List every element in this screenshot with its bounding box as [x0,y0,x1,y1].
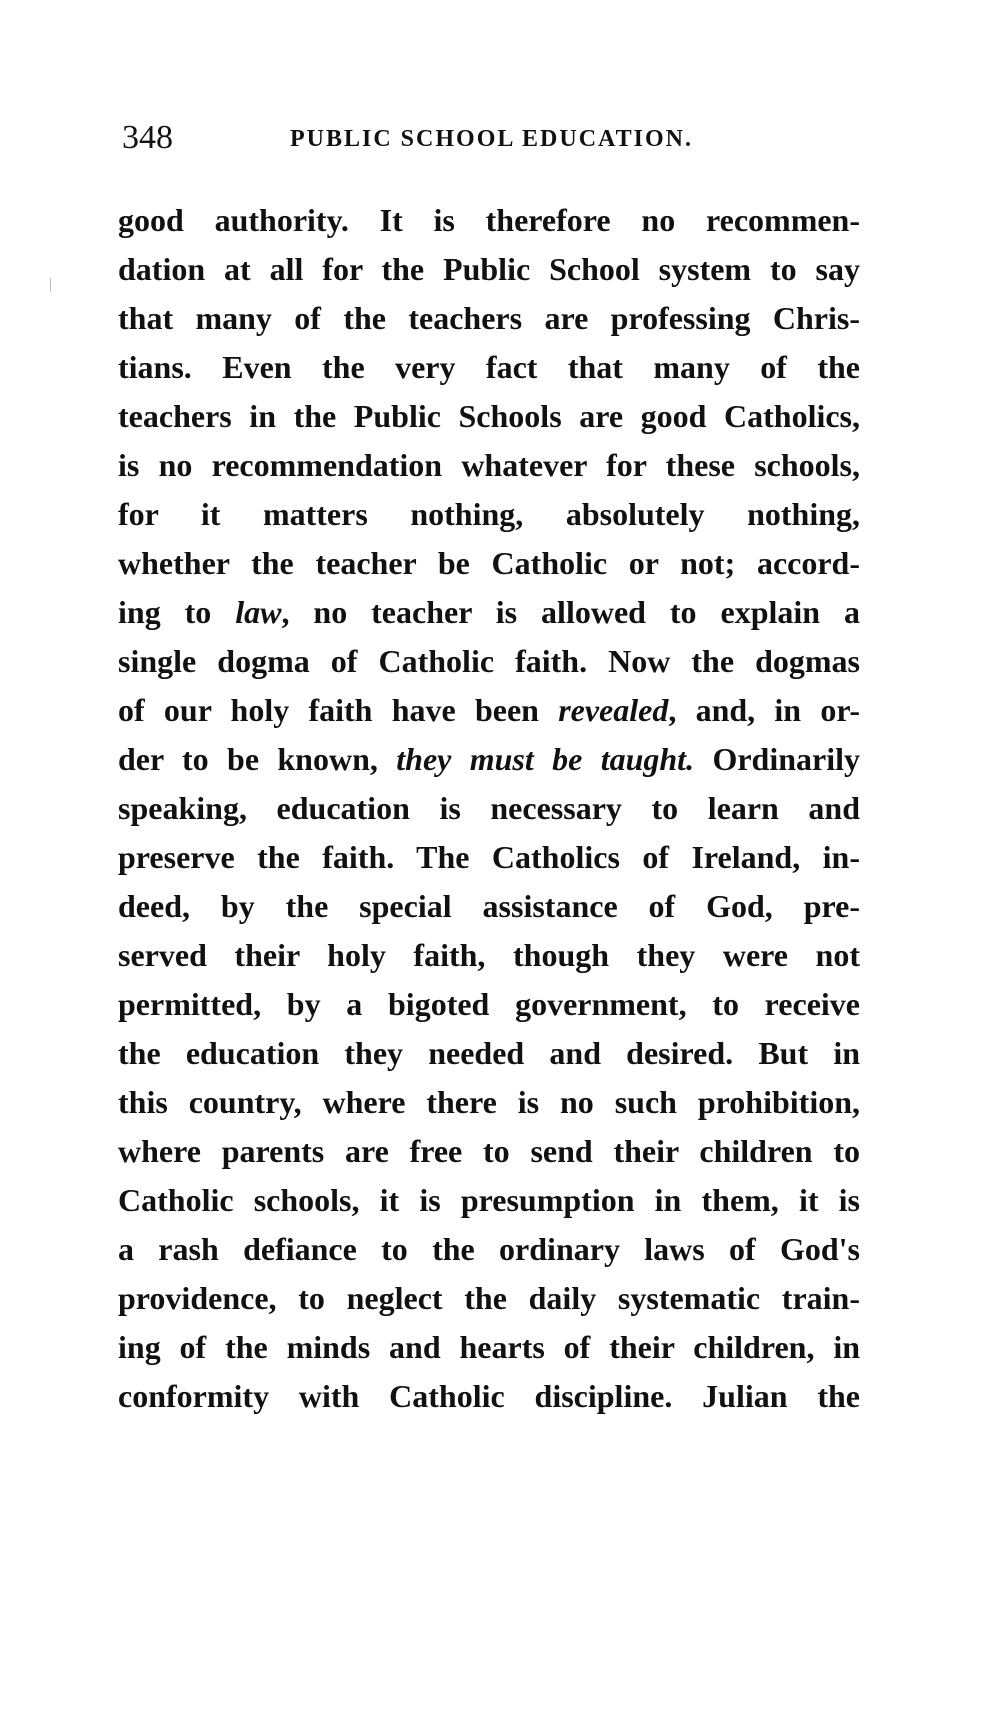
text-line: that many of the teachers are professing Chris- [118,300,860,336]
page-number: 348 [122,119,173,156]
text-segment: , and, in or- [668,692,861,728]
text-line: dation at all for the Public School system to say [118,251,860,287]
text-line: preserve the faith. The Catholics of Ireland, in- [118,839,860,875]
italic-emphasis: law [235,594,282,630]
text-line: a rash defiance to the ordinary laws of God's [118,1231,860,1267]
text-segment: of our holy faith have been [118,692,559,728]
text-line: providence, to neglect the daily systematic train- [118,1280,860,1316]
text-line: Catholic schools, it is presumption in them, it is [118,1182,860,1218]
italic-emphasis: they must be taught. [396,741,695,777]
text-line [118,735,860,784]
margin-mark [50,278,51,292]
text-segment: der to be known, [118,741,397,777]
text-line: speaking, education is necessary to learn and [118,790,860,826]
text-line: for it matters nothing, absolutely nothing, [118,496,860,532]
running-title: PUBLIC SCHOOL EDUCATION. [290,126,693,152]
text-line: permitted, by a bigoted government, to receive [118,986,860,1022]
text-segment: Ordinarily [694,741,861,777]
text-line: the education they needed and desired. But in [118,1035,860,1071]
text-line: ing of the minds and hearts of their children, in [118,1329,860,1365]
text-line: tians. Even the very fact that many of the [118,349,860,385]
text-line: is no recommendation whatever for these schools, [118,447,860,483]
text-line [118,588,860,637]
text-line [118,686,860,735]
text-line: single dogma of Catholic faith. Now the dogmas [118,643,860,679]
text-line: served their holy faith, though they were not [118,937,860,973]
text-line: conformity with Catholic discipline. Julian the [118,1378,860,1414]
text-segment: ing to [118,594,236,630]
body-text [118,196,860,1421]
text-line: good authority. It is therefore no recommen- [118,202,860,238]
text-line: where parents are free to send their children to [118,1133,860,1169]
text-line: whether the teacher be Catholic or not; accord- [118,545,860,581]
italic-emphasis: revealed [558,692,669,728]
page-header [122,118,862,158]
text-line: teachers in the Public Schools are good Catholics, [118,398,860,434]
text-line: deed, by the special assistance of God, pre- [118,888,860,924]
text-line: this country, where there is no such prohibition, [118,1084,860,1120]
text-segment: , no teacher is allowed to explain a [281,594,861,630]
